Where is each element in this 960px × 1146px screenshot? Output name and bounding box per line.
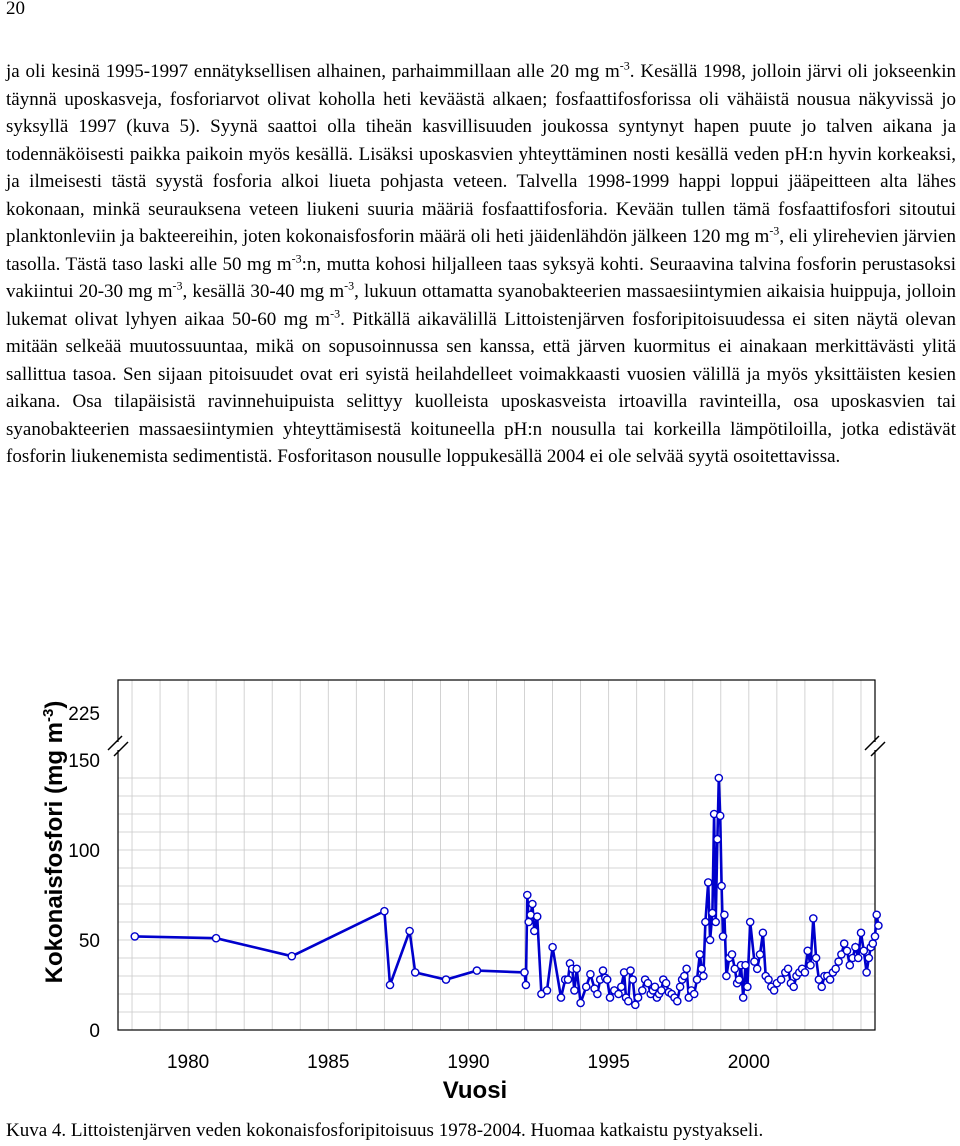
data-point [583, 983, 590, 990]
data-point [674, 998, 681, 1005]
data-point [644, 980, 651, 987]
superscript: -3 [291, 251, 302, 266]
phosphorus-series-line [135, 778, 879, 1005]
data-point [615, 990, 622, 997]
body-text [6, 58, 956, 471]
data-point [813, 954, 820, 961]
data-point [846, 962, 853, 969]
superscript: -3 [619, 58, 630, 73]
x-tick-labels [167, 1052, 770, 1073]
data-point [721, 911, 728, 918]
data-point [587, 971, 594, 978]
data-point [875, 922, 882, 929]
text-segment: :n, mutta kohosi hiljalleen taas syksyä kohti. Seuraavina talvina fosforin perustasoksi vakiintui 20-30 mg m [6, 253, 957, 302]
data-point [627, 967, 634, 974]
data-point [525, 918, 532, 925]
data-point [715, 774, 722, 781]
text-segment: . Kesällä 1998, jolloin järvi oli jokseenkin täynnä uposkasveja, fosforiarvot olivat koholla heti keväästä alkaen; fosfaattifosforissa oli vähäistä nousua näkyvissä jo syksyllä 1997 (kuva 5). Syynä saattoi olla tiheän kasvillisuuden joukossa syntynyt hapen puute jo talven aikana ja todennäköisesti paikka paikoin myös kesällä. Lisäksi uposkasvien yhteyttäminen nosti kesällä veden pH:n hyvin korkeaksi, ja ilmeisesti tästä syystä fosforia alkoi liueta pohjasta veteen. Talvella 1998-1999 happi loppui jääpeitteen alta lähes kokonaan, minkä seurauksena veteen liukeni suuria määriä fosfaattifosforia. Kevään tullen tämä fosfaattifosfori sitoutui planktonleviin ja bakteereihin, joten kokonaisfosforin määrä oli heti jäidenlähdön jälkeen 120 mg m [6, 61, 956, 247]
y-axis-label [40, 701, 68, 984]
data-point [663, 980, 670, 987]
x-axis-label: Vuosi [442, 1077, 508, 1104]
data-point [131, 933, 138, 940]
y-tick-labels [68, 704, 100, 1042]
data-point [754, 965, 761, 972]
data-point [827, 976, 834, 983]
y-tick-label: 100 [68, 841, 100, 862]
data-point [756, 951, 763, 958]
y-axis-label-superscript: -3 [40, 708, 57, 722]
data-point [412, 969, 419, 976]
data-point [735, 976, 742, 983]
data-point [873, 911, 880, 918]
data-point [386, 981, 393, 988]
data-point [723, 972, 730, 979]
page-number: 20 [6, 0, 25, 19]
data-point [707, 936, 714, 943]
y-axis-label-text: Kokonaisfosfori (mg m [41, 721, 68, 984]
data-point [683, 965, 690, 972]
x-tick-label: 1980 [166, 1052, 210, 1073]
data-point [442, 976, 449, 983]
data-point [625, 998, 632, 1005]
data-point [639, 987, 646, 994]
superscript: -3 [330, 306, 341, 321]
text-segment: , kesällä 30-40 mg m [182, 281, 345, 302]
data-point [288, 953, 295, 960]
data-point [700, 972, 707, 979]
data-point [618, 983, 625, 990]
data-point [759, 929, 766, 936]
x-tick-label: 1990 [447, 1052, 490, 1073]
data-point [718, 882, 725, 889]
data-point [681, 972, 688, 979]
data-point [557, 994, 564, 1001]
data-point [843, 947, 850, 954]
data-point [473, 967, 480, 974]
x-tick-label: 2000 [727, 1052, 770, 1073]
data-point [213, 935, 220, 942]
data-point [714, 836, 721, 843]
data-point [771, 987, 778, 994]
data-point [719, 933, 726, 940]
data-point [524, 891, 531, 898]
data-point [604, 976, 611, 983]
figure-caption: Kuva 4. Littoistenjärven veden kokonaisfosforipitoisuus 1978-2004. Huomaa katkaistu pystyakseli. [6, 1120, 764, 1141]
data-point [855, 954, 862, 961]
data-point [406, 927, 413, 934]
data-point [677, 983, 684, 990]
text-segment: , eli ylirehevien järvien tasolla. Tästä taso laski alle 50 mg m [6, 226, 956, 275]
data-point [742, 962, 749, 969]
grid-lines [118, 680, 875, 1030]
data-point [790, 983, 797, 990]
y-axis-label-end: ) [41, 700, 68, 709]
data-point [705, 879, 712, 886]
data-point [810, 915, 817, 922]
data-point [747, 918, 754, 925]
data-point [571, 987, 578, 994]
y-tick-label: 0 [89, 1021, 100, 1042]
data-point [804, 947, 811, 954]
data-point [521, 969, 528, 976]
data-point [632, 1001, 639, 1008]
data-point [658, 987, 665, 994]
data-point [801, 969, 808, 976]
data-point [549, 944, 556, 951]
data-point [531, 927, 538, 934]
superscript: -3 [172, 278, 183, 293]
data-point [832, 965, 839, 972]
data-point [717, 812, 724, 819]
data-point [629, 976, 636, 983]
data-point [529, 900, 536, 907]
data-point [709, 909, 716, 916]
data-point [691, 990, 698, 997]
y-tick-label: 225 [68, 704, 100, 725]
data-point [852, 944, 859, 951]
x-tick-label: 1995 [587, 1052, 630, 1073]
data-point [807, 962, 814, 969]
data-point [871, 933, 878, 940]
data-point [818, 983, 825, 990]
data-point [860, 947, 867, 954]
text-segment: ja oli kesinä 1995-1997 ennätyksellisen alhainen, parhaimmillaan alle 20 mg m [6, 61, 620, 82]
data-point [522, 981, 529, 988]
data-point [543, 987, 550, 994]
data-point [698, 965, 705, 972]
data-point [534, 913, 541, 920]
data-point [751, 958, 758, 965]
data-point [863, 969, 870, 976]
data-point [577, 999, 584, 1006]
data-point [865, 954, 872, 961]
data-point [381, 908, 388, 915]
x-tick-label: 1985 [307, 1052, 350, 1073]
data-point [841, 940, 848, 947]
data-point [778, 976, 785, 983]
superscript: -3 [769, 223, 780, 238]
data-point [740, 994, 747, 1001]
data-point [728, 951, 735, 958]
data-point [765, 976, 772, 983]
y-tick-label: 150 [68, 751, 100, 772]
data-point [573, 965, 580, 972]
data-point [696, 951, 703, 958]
text-segment: , lukuun ottamatta syanobakteerien massaesiintymien aikaisia huippuja, jolloin lukemat olivat lyhyen aikaa 50-60 mg m [6, 281, 956, 330]
superscript: -3 [344, 278, 355, 293]
data-point [606, 994, 613, 1001]
data-point [702, 918, 709, 925]
data-point [594, 990, 601, 997]
data-point [564, 976, 571, 983]
phosphorus-chart [0, 670, 960, 1110]
data-point [599, 967, 606, 974]
data-point [869, 940, 876, 947]
data-point [712, 918, 719, 925]
y-tick-label: 50 [78, 931, 100, 952]
data-point [835, 958, 842, 965]
data-point [744, 983, 751, 990]
data-point [785, 965, 792, 972]
data-point [857, 929, 864, 936]
text-segment: . Pitkällä aikavälillä Littoistenjärven fosforipitoisuudessa ei siten näytä olevan mitään selkeää muutossuuntaa, mikä on sopusoinnussa sen kanssa, että järven kuormitus ei ainakaan merkittävästi ylitä sallittua tasoa. Sen sijaan pitoisuudet ovat eri syistä heilahdelleet voimakkaasti vuosien välillä ja myös yksittäisten kesien aikana. Osa tilapäisistä ravinnehuipuista selittyy kuolleista uposkasveista irtoavilla ravinteilla, osa uposkasvien tai syanobakteerien massaesiintymien yhteyttämisestä koituneella pH:n nousulla tai korkeilla lämpötiloilla, jotka edistävät fosforin liukenemista sedimentistä. Fosforitason nousulle loppukesällä 2004 ei ole selvää syytä osoitettavissa. [6, 308, 956, 467]
data-point [635, 994, 642, 1001]
